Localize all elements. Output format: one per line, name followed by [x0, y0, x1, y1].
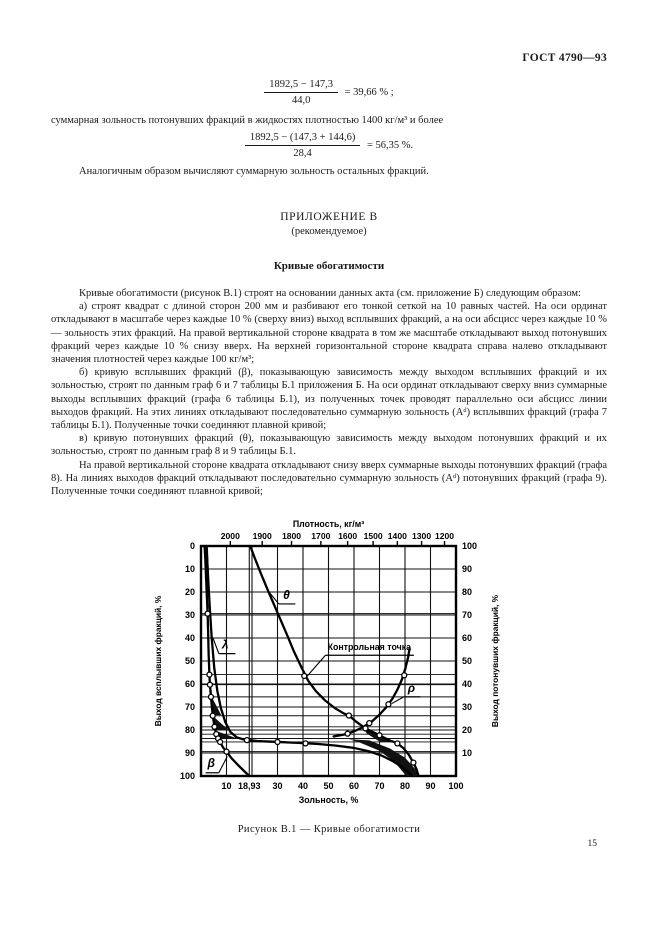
annotation-label: Контрольная точка — [327, 642, 412, 653]
left-tick-label: 50 — [184, 656, 195, 667]
paragraph-intro: Кривые обогатимости (рисунок В.1) строят на основании данных акта (см. приложение Б) следующим образом: — [79, 288, 581, 300]
beta-marker — [224, 749, 229, 754]
beta-marker — [207, 672, 212, 677]
left-tick-label: 20 — [184, 587, 195, 598]
x-tick-label: 100 — [448, 781, 464, 792]
paragraph-item-a: а) строят квадрат с длиной сторон 200 мм и разбивают его тонкой сеткой на 10 равных частей. На оси ординат откладывают в масштабе через каждые 10 % (сверху вниз) выход всплывших фракций, а на оси абсцисс через каждые 10 % — зольность этих фракций. На правой вертикальной стороне квадрата в том же масштабе откладывают выход потонувших фракций через каждые 10 % снизу вверх. На верхней горизонтальной стороне квадрата справа налево откладывают значения плотностей через каждые 100 кг/м³; — [51, 301, 607, 366]
right-tick-label: 40 — [462, 679, 473, 690]
annotation-leader — [306, 656, 325, 678]
density-tick-label: 1500 — [363, 531, 383, 542]
right-tick-label: 30 — [462, 702, 473, 713]
rho-marker — [402, 673, 407, 678]
left-tick-label: 90 — [184, 748, 195, 759]
doc-number: ГОСТ 4790—93 — [522, 52, 607, 64]
fraction-1-denominator: 44,0 — [291, 95, 311, 107]
right-tick-label: 20 — [462, 725, 473, 736]
beta-marker — [208, 695, 213, 700]
paragraph-analog: Аналогичным образом вычисляют суммарную зольность остальных фракций. — [79, 166, 429, 178]
left-tick-label: 10 — [184, 564, 195, 575]
x-tick-label: 70 — [374, 781, 385, 792]
appendix-title: ПРИЛОЖЕНИЕ В — [280, 211, 378, 224]
right-tick-label: 10 — [462, 748, 473, 759]
x-tick-label: 90 — [425, 781, 436, 792]
left-tick-label: 60 — [184, 679, 195, 690]
left-axis-title: Выход всплывших фракций, % — [153, 596, 163, 727]
annotation-label: ρ — [407, 681, 416, 696]
enrichment-curves-figure — [51, 518, 607, 836]
lambda-marker — [275, 740, 280, 745]
theta-marker — [302, 674, 307, 679]
theta-marker — [363, 726, 368, 731]
enrichment-chart-svg — [149, 518, 509, 810]
theta-marker — [411, 760, 416, 765]
theta-marker — [377, 733, 382, 738]
annotation-label: θ — [283, 588, 290, 603]
right-tick-label: 80 — [462, 587, 473, 598]
lambda-marker — [303, 741, 308, 746]
annotation-label: β — [207, 756, 215, 771]
lambda-marker — [244, 738, 249, 743]
density-tick-label: 1800 — [281, 531, 302, 542]
section-heading: Кривые обогатимости — [273, 259, 385, 272]
x-tick-label: 60 — [348, 781, 360, 792]
beta-marker — [218, 740, 223, 745]
x-tick-label: 10 — [221, 781, 232, 792]
right-tick-label: 70 — [462, 610, 473, 621]
x-tick-label: 50 — [323, 781, 334, 792]
paragraph-item-v2: На правой вертикальной стороне квадрата откладывают снизу вверх суммарные выходы потонувших фракций (графа 8). На линиях выходов фракций откладывают последовательно суммарную зольность (Аᵈ) потонувших фракций (графа 9). Полученные точки соединяют плавной кривой; — [51, 459, 607, 498]
rho-marker — [367, 721, 372, 726]
right-axis-title: Выход потонувших фракций, % — [490, 595, 500, 728]
density-tick-label: 1900 — [252, 531, 272, 542]
left-tick-label: 40 — [184, 633, 195, 644]
x-axis-title: Зольность, % — [298, 795, 359, 806]
x-tick-label: 30 — [272, 781, 283, 792]
top-axis-title: Плотность, кг/м³ — [292, 519, 365, 530]
rho-marker — [386, 702, 391, 707]
density-tick-label: 1700 — [311, 531, 331, 542]
x-tick-label: 18,93 — [238, 781, 261, 792]
left-tick-label: 80 — [184, 725, 195, 736]
theta-marker — [395, 741, 400, 746]
density-tick-label: 1300 — [412, 531, 432, 542]
annotation-label: λ — [221, 637, 229, 652]
fraction-2-numerator: 1892,5 − (147,3 + 144,6) — [245, 131, 360, 146]
density-tick-label: 1400 — [387, 531, 407, 542]
paragraph-item-b: б) кривую всплывших фракций (β), показывающую зависимость между выходом всплывших фракций и их зольностью, строят по данным граф 6 и 7 таблицы Б.1 приложения Б. На оси ординат откладывают сверху вниз суммарные выходы всплывших фракций (графа 6 таблицы Б.1), из полученных точек проводят параллельно оси абсцисс линии выходов фракций. На этих линиях откладывают последовательно суммарную зольность (Аᵈ) всплывших фракций (графа 7 таблицы Б.1). Полученные точки соединяют плавной кривой; — [51, 367, 607, 432]
right-tick-label: 50 — [462, 656, 473, 667]
beta-marker — [205, 611, 210, 616]
density-tick-label: 1600 — [338, 531, 358, 542]
rho-marker — [345, 731, 350, 736]
page-number: 15 — [587, 839, 597, 849]
left-tick-label: 30 — [184, 610, 195, 621]
formula-2-result: = 56,35 %. — [366, 139, 414, 151]
right-tick-label: 100 — [462, 541, 478, 552]
left-tick-label: 100 — [179, 771, 195, 782]
fraction-2 — [245, 131, 360, 160]
density-tick-label: 1200 — [434, 531, 455, 542]
paragraph-sum-ash: суммарная зольность потонувших фракций в жидкостях плотностью 1400 кг/м³ и более — [51, 114, 444, 126]
density-tick-label: 2000 — [220, 531, 240, 542]
formula-1-result: = 39,66 % ; — [344, 87, 394, 99]
beta-marker — [212, 725, 217, 730]
x-tick-label: 80 — [399, 781, 411, 792]
theta-marker — [346, 713, 351, 718]
beta-marker — [207, 682, 212, 687]
formula-2 — [51, 131, 607, 160]
figure-caption: Рисунок В.1 — Кривые обогатимости — [237, 824, 421, 836]
formula-1 — [51, 78, 607, 107]
beta-marker — [210, 714, 215, 719]
left-tick-label: 70 — [184, 702, 195, 713]
x-tick-label: 40 — [297, 781, 309, 792]
appendix-subtitle: (рекомендуемое) — [291, 225, 367, 237]
right-tick-label: 60 — [462, 633, 473, 644]
fraction-2-denominator: 28,4 — [293, 148, 312, 160]
fraction-1-numerator: 1892,5 − 147,3 — [264, 78, 338, 93]
paragraph-item-v: в) кривую потонувших фракций (θ), показывающую зависимость между выходом потонувших фракций и их зольностью, строят по данным граф 8 и 9 таблицы Б.1. — [51, 433, 607, 458]
right-tick-label: 90 — [462, 564, 473, 575]
fraction-1 — [264, 78, 338, 107]
left-tick-label: 0 — [189, 541, 195, 552]
